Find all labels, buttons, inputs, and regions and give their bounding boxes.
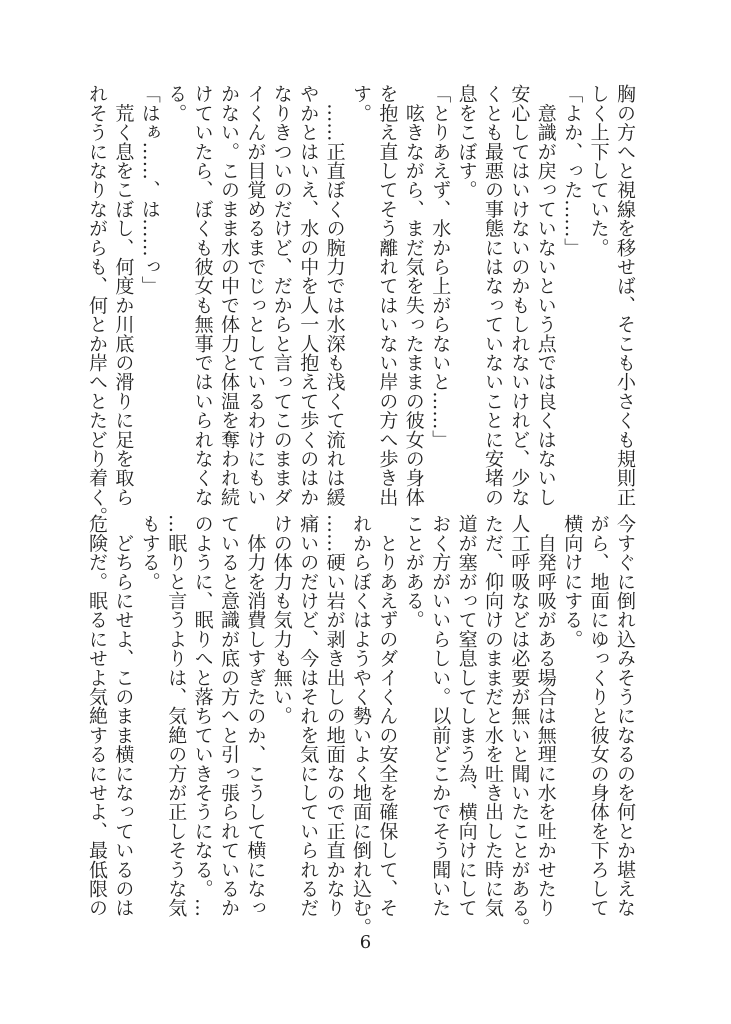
text-line: れそうになりながらも、何とか岸へとたどり着く。 [86,84,108,526]
text-block-top [0,84,731,526]
text-line: 人工呼吸などは必要が無いと聞いたことがある。 [508,514,531,937]
text-line: ていると意識が底の方へと引っ張られているか [218,514,240,918]
text-line: くとも最悪の事態にはなっていないことに安堵の [482,84,504,507]
text-line: かない。このまま水の中で体力と体温を奪われ続 [218,84,240,507]
text-line: 息をこぼす。 [455,84,478,200]
text-line: のように、眠りへと落ちていきそうになる。… [191,514,214,918]
text-line: 安心してはいけないのかもしれないけれど、少な [508,84,531,507]
text-line: 呟きながら、まだ気を失ったままの彼女の身体 [402,84,425,507]
text-line: ただ、仰向けのままだと水を吐き出した時に気 [482,514,504,918]
text-line: 危険だ。眠るにせよ気絶するにせよ、最低限の [86,514,108,918]
text-line: …眠りと言うよりは、気絶の方が正しそうな気 [165,514,188,918]
text-line: 今すぐに倒れ込みそうになるのを何とか堪えな [614,514,636,918]
text-line: けていたら、ぼくも彼女も無事ではいられなくな [191,84,214,507]
text-line: 「よか、った……」 [561,84,584,257]
text-line: イくんが目覚めるまでじっとしているわけにもい [244,84,267,507]
text-line: を抱え直してそう離れてはいない岸の方へ歩き出 [376,84,399,507]
text-line: もする。 [138,514,161,591]
text-line: る。 [165,84,188,123]
text-line: 痛いのだけど、今はそれを気にしていられるだ [297,514,320,918]
text-line: 横向けにする。 [561,514,584,649]
text-line: やかとはいえ、水の中を人一人抱えて歩くのはか [297,84,320,507]
text-line: 「とりあえず、水から上がらないと……」 [429,84,452,449]
text-line: れからぼくはようやく勢いよく地面に倒れ込む。 [350,514,372,937]
text-line: 意識が戻っていないという点では良くはないし [534,84,557,507]
text-line: 体力を消費しすぎたのか、こうして横になっ [244,514,267,918]
text-line: 胸の方へと視線を移せば、そこも小さくも規則正 [614,84,636,507]
text-line: なりきついのだけど、だからと言ってこのままダ [270,84,293,507]
text-line: がら、地面にゆっくりと彼女の身体を下ろして [587,514,610,918]
text-line: 荒く息をこぼし、何度か川底の滑りに足を取ら [112,84,135,507]
text-block-bottom [0,514,731,937]
text-line: 道が塞がって窒息してしまう為、横向けにして [455,514,478,918]
text-line: しく上下していた。 [587,84,610,257]
text-line: 自発呼吸がある場合は無理に水を吐かせたり [534,514,557,918]
text-line: けの体力も気力も無い。 [270,514,293,726]
text-line: ……硬い岩が剥き出しの地面なので正直かなり [323,514,346,918]
text-line: ことがある。 [402,514,425,630]
text-line: とりあえずのダイくんの安全を確保して、そ [376,514,399,918]
text-line: す。 [350,84,372,123]
text-line: ……正直ぼくの腕力では水深も浅くて流れは緩 [323,84,346,507]
text-line: おく方がいいらしい。以前どこかでそう聞いた [429,514,452,918]
text-line: どちらにせよ、このまま横になっているのは [112,514,135,918]
page-number: 6 [359,932,372,953]
text-line: 「はぁ……、は……っ」 [138,84,161,296]
